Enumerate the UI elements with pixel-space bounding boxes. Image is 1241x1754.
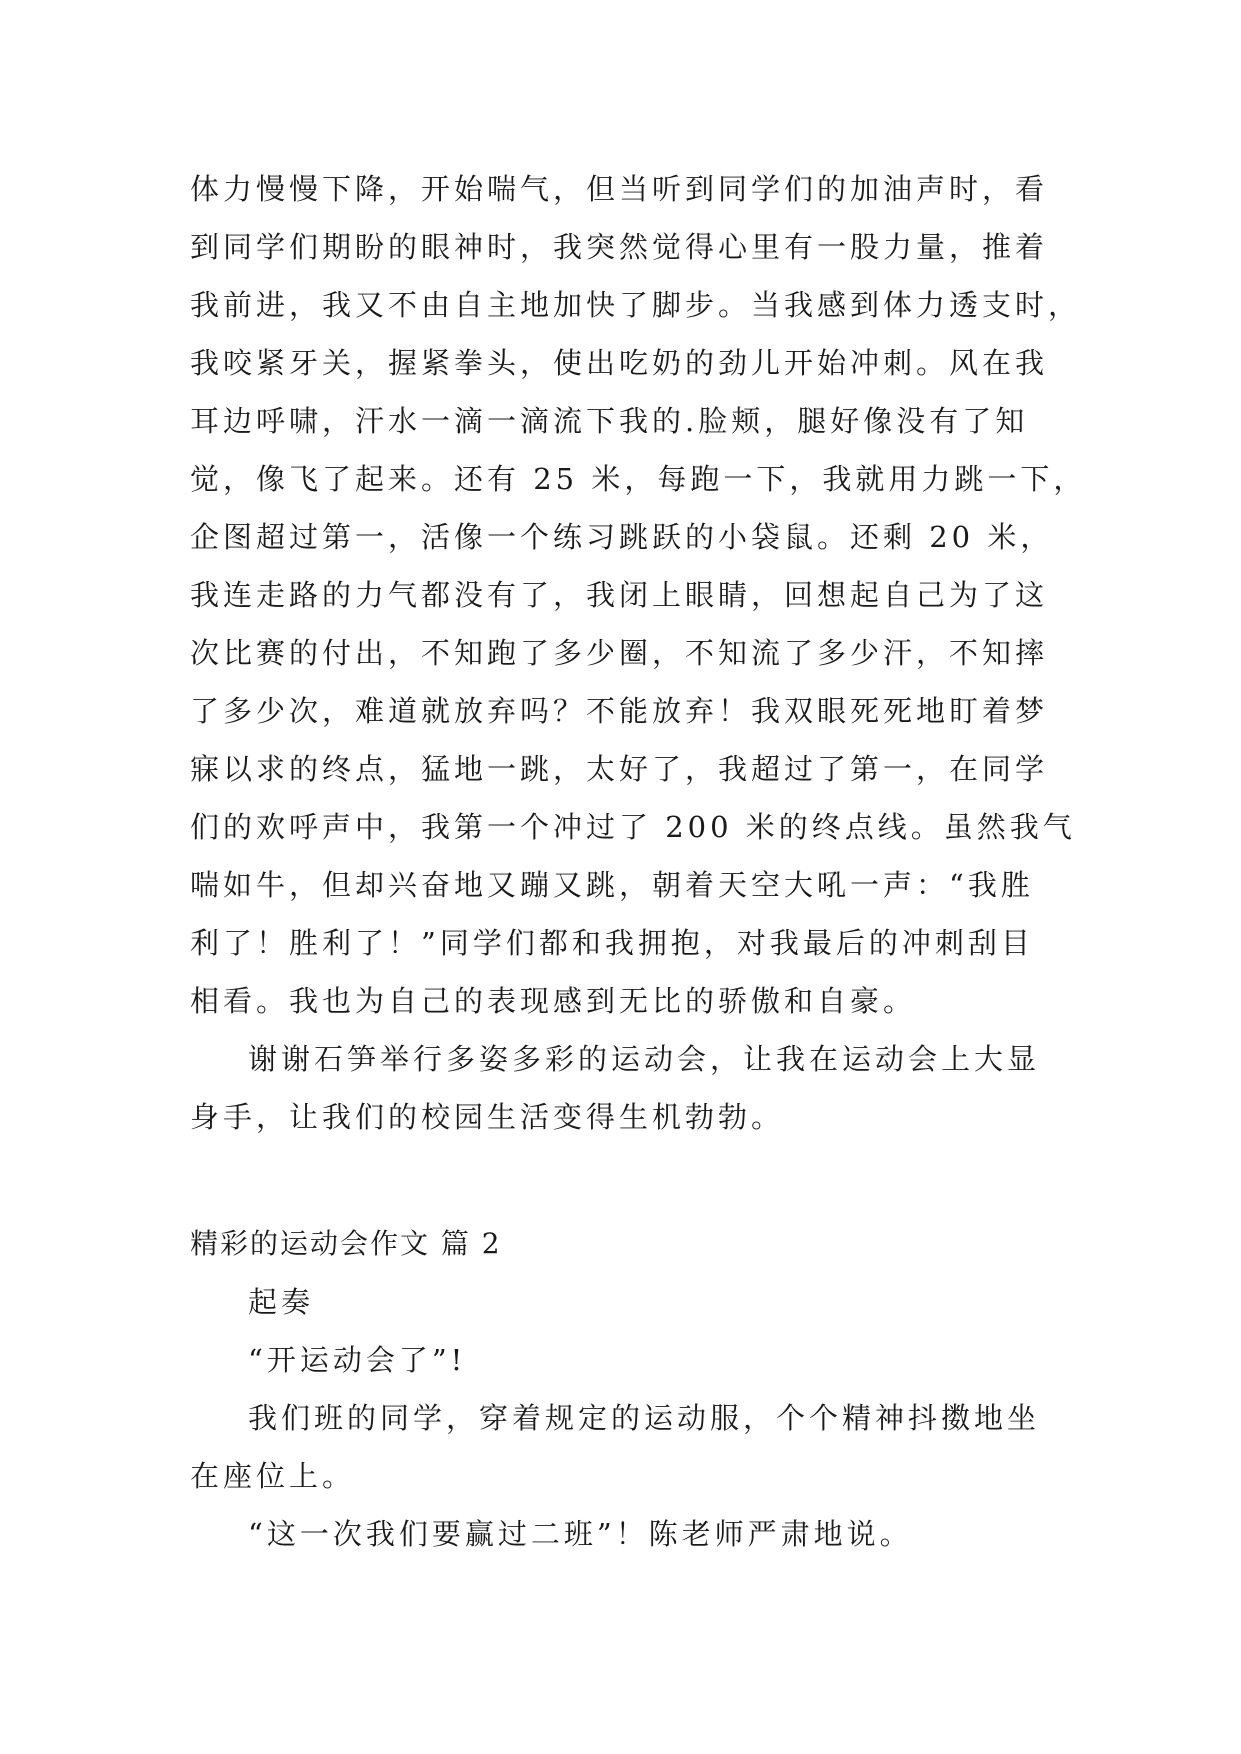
text-line: 喘如牛，但却兴奋地又蹦又跳，朝着天空大吼一声：“我胜 xyxy=(190,868,1034,902)
closing-paragraph xyxy=(190,1030,1050,1146)
text-line: 我连走路的力气都没有了，我闭上眼睛，回想起自己为了这 xyxy=(190,578,1049,612)
text-line: 我前进，我又不由自主地加快了脚步。当我感到体力透支时， xyxy=(190,288,1082,322)
text-line: 身手，让我们的校园生活变得生机勃勃。 xyxy=(190,1100,785,1134)
paragraph-start: 起奏 xyxy=(248,1285,315,1319)
text-line: 利了！胜利了！”同学们都和我拥抱，对我最后的冲刺刮目 xyxy=(190,926,1034,960)
dialogue-line: “开运动会了”! xyxy=(248,1343,467,1377)
essay-section-2 xyxy=(190,1215,1050,1563)
essay-body-paragraph xyxy=(190,160,1087,1030)
text-line: 企图超过第一，活像一个练习跳跃的小袋鼠。还剩 20 米， xyxy=(190,520,1054,554)
text-line: 我们班的同学，穿着规定的运动服，个个精神抖擞地坐 xyxy=(248,1401,1041,1435)
text-line: 寐以求的终点，猛地一跳，太好了，我超过了第一，在同学 xyxy=(190,752,1049,786)
text-line: 在座位上。 xyxy=(190,1459,356,1493)
text-line: 了多少次，难道就放弃吗？不能放弃！我双眼死死地盯着梦 xyxy=(190,694,1049,728)
text-line: 相看。我也为自己的表现感到无比的骄傲和自豪。 xyxy=(190,984,917,1018)
text-line: 们的欢呼声中，我第一个冲过了 200 米的终点线。虽然我气 xyxy=(190,810,1076,844)
text-line: 次比赛的付出，不知跑了多少圈，不知流了多少汗，不知摔 xyxy=(190,636,1049,670)
text-line: 体力慢慢下降，开始喘气，但当听到同学们的加油声时，看 xyxy=(190,172,1049,206)
text-line: 到同学们期盼的眼神时，我突然觉得心里有一股力量，推着 xyxy=(190,230,1049,264)
section-title: 精彩的运动会作文 篇 2 xyxy=(190,1227,502,1260)
text-line: 耳边呼啸，汗水一滴一滴流下我的.脸颊，腿好像没有了知 xyxy=(190,404,1029,438)
text-line: 谢谢石笋举行多姿多彩的运动会，让我在运动会上大显 xyxy=(248,1042,1041,1076)
text-line: 觉，像飞了起来。还有 25 米，每跑一下，我就用力跳一下， xyxy=(190,462,1087,496)
text-line: 我咬紧牙关，握紧拳头，使出吃奶的劲儿开始冲刺。风在我 xyxy=(190,346,1049,380)
dialogue-line: “这一次我们要赢过二班”！陈老师严肃地说。 xyxy=(248,1517,913,1551)
